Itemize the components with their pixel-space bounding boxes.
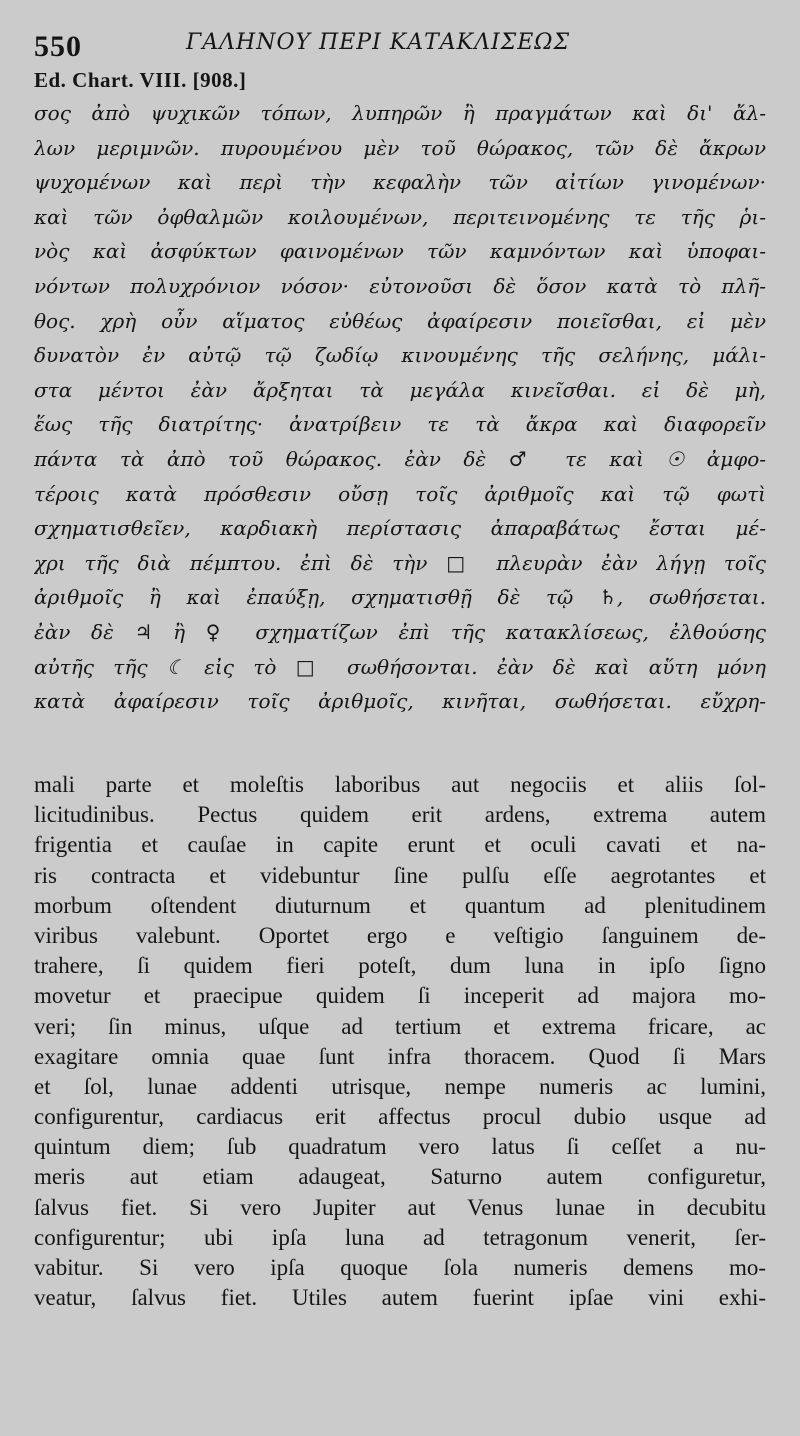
latin-text-line: movetur et praecipue quidem ſi inceperit ad majora mo- xyxy=(34,983,766,1009)
greek-text-line: δυνατὸν ἐν αὐτῷ τῷ ζωδίῳ κινουμένης τῆς σελήνης, μάλι- xyxy=(34,343,766,368)
latin-text-line: mali parte et moleſtis laboribus aut negociis et aliis ſol- xyxy=(34,772,766,797)
latin-text-line: veatur, ſalvus fiet. Utiles autem fuerint ipſae vini exhi- xyxy=(34,1285,766,1311)
latin-text-line: veri; ſin minus, uſque ad tertium et extrema fricare, ac xyxy=(34,1013,766,1039)
greek-text-line: στα μέντοι ἐὰν ἄρξηται τὰ μεγάλα κινεῖσθαι. εἰ δὲ μὴ, xyxy=(34,377,766,402)
greek-text-line: σος ἀπὸ ψυχικῶν τόπων, λυπηρῶν ἢ πραγμάτων καὶ δι' ἄλ- xyxy=(34,101,766,125)
page-number: 550 xyxy=(34,30,82,63)
greek-text-line: χρι τῆς διὰ πέμπτου. ἐπὶ δὲ τὴν □ πλευρὰν ἐὰν λήγῃ τοῖς xyxy=(34,550,766,575)
latin-text-line: configurentur; ubi ipſa luna ad tetragonum venerit, ſer- xyxy=(34,1224,766,1250)
greek-text-line: σχηματισθεῖεν, καρδιακὴ περίστασις ἀπαραβάτως ἔσται μέ- xyxy=(34,516,766,541)
greek-text-block xyxy=(34,96,766,719)
greek-text-line: τέροις κατὰ πρόσθεσιν οὔσῃ τοῖς ἀριθμοῖς καὶ τῷ φωτὶ xyxy=(34,481,766,506)
greek-text-line: ἕως τῆς διατρίτης· ἀνατρίβειν τε τὰ ἄκρα καὶ διαφορεῖν xyxy=(34,412,766,437)
latin-text-line: morbum oſtendent diuturnum et quantum ad plenitudinem xyxy=(34,892,766,918)
greek-text-line: πάντα τὰ ἀπὸ τοῦ θώρακος. ἐὰν δὲ ♂ τε καὶ ☉ ἀμφο- xyxy=(34,446,766,471)
greek-text-line: λων μεριμνῶν. πυρουμένου μὲν τοῦ θώρακος, τῶν δὲ ἄκρων xyxy=(34,135,766,160)
greek-text-line: θος. χρὴ οὖν αἵματος εὐθέως ἀφαίρεσιν ποιεῖσθαι, εἰ μὲν xyxy=(34,308,766,333)
edition-reference: Ed. Chart. VIII. [908.] xyxy=(34,68,247,92)
greek-text-line: καὶ τῶν ὀφθαλμῶν κοιλουμένων, περιτεινομένης τε τῆς ῥι- xyxy=(34,204,766,229)
greek-text-line: νόντων πολυχρόνιον νόσον· εὐτονοῦσι δὲ ὅσον κατὰ τὸ πλῆ- xyxy=(34,273,766,298)
latin-text-line: trahere, ſi quidem fieri poteſt, dum luna in ipſo ſigno xyxy=(34,953,766,979)
latin-text-line: frigentia et cauſae in capite erunt et oculi cavati et na- xyxy=(34,832,766,858)
greek-text-line: ψυχομένων καὶ περὶ τὴν κεφαλὴν τῶν αἰτίων γινομένων· xyxy=(34,170,766,195)
greek-text-line: αὐτῆς τῆς ☾ εἰς τὸ □ σωθήσονται. ἐὰν δὲ καὶ αὕτη μόνη xyxy=(34,654,766,679)
latin-text-line: quintum diem; ſub quadratum vero latus ſi ceſſet a nu- xyxy=(34,1134,766,1160)
latin-text-line: meris aut etiam adaugeat, Saturno autem configuretur, xyxy=(34,1164,766,1190)
greek-text-line: νὸς καὶ ἀσφύκτων φαινομένων τῶν καμνόντων καὶ ὑποφαι- xyxy=(34,239,766,264)
greek-text-line: ἀριθμοῖς ἢ καὶ ἐπαύξῃ, σχηματισθῇ δὲ τῷ ♄, σωθήσεται. xyxy=(34,585,766,610)
running-head: ΓΑΛΗΝΟΥ ΠΕΡΙ ΚΑΤΑΚΛΙΣΕΩΣ xyxy=(186,30,571,55)
latin-text-line: et ſol, lunae addenti utrisque, nempe numeris ac lumini, xyxy=(34,1073,766,1099)
greek-text-line: ἐὰν δὲ ♃ ἢ ♀ σχηματίζων ἐπὶ τῆς κατακλίσεως, ἐλθούσης xyxy=(34,619,766,644)
greek-text-line: κατὰ ἀφαίρεσιν τοῖς ἀριθμοῖς, κινῆται, σωθήσεται. εὔχρη- xyxy=(34,689,766,714)
latin-text-line: viribus valebunt. Oportet ergo e veſtigio ſanguinem de- xyxy=(34,922,766,948)
latin-text-line: ris contracta et videbuntur ſine pulſu eſſe aegrotantes et xyxy=(34,862,766,888)
latin-text-line: licitudinibus. Pectus quidem erit ardens, extrema autem xyxy=(34,802,766,828)
latin-text-line: exagitare omnia quae ſunt infra thoracem. Quod ſi Mars xyxy=(34,1043,766,1069)
latin-text-line: configurentur, cardiacus erit affectus procul dubio usque ad xyxy=(34,1104,766,1130)
latin-text-block xyxy=(34,770,766,1313)
latin-text-line: ſalvus fiet. Si vero Jupiter aut Venus lunae in decubitu xyxy=(34,1194,766,1220)
latin-text-line: vabitur. Si vero ipſa quoque ſola numeris demens mo- xyxy=(34,1255,766,1280)
